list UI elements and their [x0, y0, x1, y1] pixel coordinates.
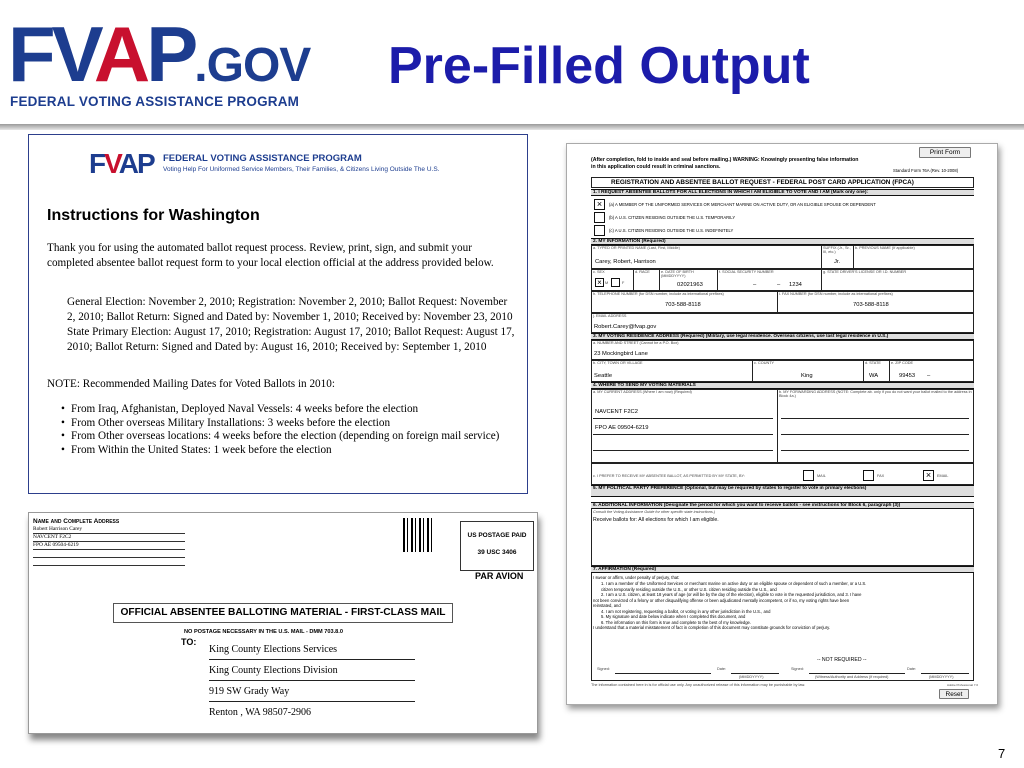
- mail-label: MAIL: [817, 474, 826, 478]
- fvap-logo-subtitle: FEDERAL VOTING ASSISTANCE PROGRAM: [10, 94, 300, 109]
- section-5-header: 5. MY POLITICAL PARTY PREFERENCE (Optional, but may be required by states to register to vote in primary elections): [591, 485, 974, 497]
- instructions-intro: Thank you for using the automated ballot request process. Review, print, sign, and submit your completed absentee ballot request form to your local election official at the address provided below.: [47, 242, 494, 269]
- affirmation-line: reinstated, and: [593, 603, 621, 608]
- par-avion-label: PAR AVION: [475, 571, 524, 581]
- affirmation-line: 2. I am a U.S. citizen, at least 18 years of age (or will be by the day of the election), eligible to vote in the requested jurisdiction, and 3. I have: [601, 592, 862, 597]
- state-label: d. STATE: [865, 361, 881, 365]
- date-line: [731, 673, 779, 674]
- divider: [821, 245, 822, 269]
- fax-value[interactable]: 703-588-8118: [853, 302, 889, 308]
- name-label: a. TYPED OR PRINTED NAME (Last, First, Middle): [593, 246, 680, 250]
- current-address-line-1[interactable]: NAVCENT F2C2: [595, 409, 638, 415]
- email-row: [591, 313, 974, 333]
- section-4-header: 4. WHERE TO SEND MY VOTING MATERIALS: [591, 382, 974, 389]
- form-title: REGISTRATION AND ABSENTEE BALLOT REQUEST - FEDERAL POST CARD APPLICATION (FPCA): [611, 179, 914, 186]
- form-warning: in this application could result in criminal sanctions.: [591, 164, 721, 170]
- destination-address-line: Renton , WA 98507-2906: [209, 707, 312, 718]
- fvap-logo-wordmark: FVAP.GOV: [8, 10, 311, 98]
- option-b-checkbox[interactable]: [594, 212, 605, 223]
- return-address-line: Robert Harrison Carey: [33, 526, 185, 534]
- affirmation-line: I understand that a material misstatement of fact in completion of this document may constitute grounds for conviction of perjury.: [593, 625, 831, 630]
- race-label: d. RACE: [635, 270, 650, 274]
- ssn-dash: –: [777, 282, 781, 288]
- section-3-header: 3. MY VOTING RESIDENCE ADDRESS (Required) (Military, use legal residence. Overseas citizens, use last legal residence in U.S.): [591, 333, 974, 340]
- dob-value[interactable]: 02021963: [677, 282, 703, 288]
- instructions-logo: [89, 149, 469, 181]
- standard-form-label: Standard Form 76A (Rev. 10-2008): [893, 168, 959, 173]
- print-form-button[interactable]: Print Form: [919, 147, 971, 158]
- sex-label: c. SEX: [593, 270, 605, 274]
- return-address-line: FPO AE 09504-6219: [33, 542, 185, 550]
- suffix-value[interactable]: Jr.: [834, 259, 841, 265]
- ssn-value[interactable]: 1234: [789, 282, 802, 288]
- ssn-label: f. SOCIAL SECURITY NUMBER: [719, 270, 774, 274]
- option-a-label: (a) A MEMBER OF THE UNIFORMED SERVICES OR MERCHANT MARINE ON ACTIVE DUTY, OR AN ELIGIBLE SPOUSE OR DEPENDENT: [609, 202, 876, 207]
- form-footer-adobe: Adobe Professional 7.0: [947, 683, 979, 687]
- zip-label: e. ZIP CODE: [891, 361, 914, 365]
- instructions-heading: Instructions for Washington: [47, 207, 260, 224]
- date-label: Date:: [717, 667, 727, 671]
- sex-f-label: F: [622, 281, 625, 285]
- return-address-blank: [33, 558, 185, 566]
- list-item: • From Within the United States: 1 week before the election: [61, 444, 521, 458]
- postage-stamp-box: [460, 521, 534, 571]
- section-1-header: 1. I REQUEST ABSENTEE BALLOTS FOR ALL ELECTIONS IN WHICH I AM ELIGIBLE TO VOTE AND I AM (Mark only one):: [591, 189, 974, 196]
- affirmation-line: citizen temporarily residing outside the U.S., or other U.S. citizen residing outside the U.S., and: [601, 586, 777, 592]
- option-c-checkbox[interactable]: [594, 225, 605, 236]
- email-checkbox[interactable]: ×: [923, 470, 934, 481]
- name-value[interactable]: Carey, Robert, Harrison: [595, 259, 656, 265]
- additional-info-value[interactable]: Receive ballots for: All elections for which I am eligible.: [593, 517, 719, 523]
- rule: [593, 418, 773, 419]
- delivery-preference-label: c. I PREFER TO RECEIVE MY ABSENTEE BALLOT, AS PERMITTED BY MY STATE, BY:: [593, 474, 745, 478]
- affirmation-line: 6. The information on this form is true and complete to the best of my knowledge.: [601, 619, 752, 625]
- mailing-dates-list: [61, 403, 521, 457]
- ssn-dash: –: [753, 282, 757, 288]
- affirmation-box: [591, 573, 974, 681]
- divider: [863, 360, 864, 382]
- affirmation-line: not been convicted of a felony or other disqualifying offense or been adjudicated mentally incompetent, or if so, my voting rights have been: [593, 597, 850, 603]
- city-row: [591, 360, 974, 382]
- email-value[interactable]: Robert.Carey@fvap.gov: [594, 324, 657, 330]
- witness-date-format-label: (MMDDYYYY): [929, 675, 954, 679]
- fax-option-label: FAX: [877, 474, 885, 478]
- page-number: 7: [998, 746, 1006, 761]
- instructions-logo-tagline: Voting Help For Uniformed Service Members, Their Families, & Citizens Living Outside The U.S.: [163, 166, 440, 173]
- date-format-label: (MMDDYYYY): [739, 675, 764, 679]
- phone-label: h. TELEPHONE NUMBER (for DSN number, include as international prefixes): [593, 292, 724, 296]
- rule: [781, 418, 969, 419]
- email-label: j. EMAIL ADDRESS: [593, 314, 627, 318]
- form-footer-notice: The information contained here in is for official use only. Any unauthorized release of this information may be punishable by law.: [591, 683, 806, 687]
- section-6-subtitle: Consult the Voting Assistance Guide for other specific state instructions.): [593, 510, 716, 514]
- sex-f-checkbox[interactable]: [611, 278, 620, 287]
- instructions-panel: [28, 134, 528, 494]
- section-7-header: 7. AFFIRMATION (Required): [591, 566, 974, 573]
- forwarding-address-label: b. MY FORWARDING ADDRESS (NOTE: Complete ab. only if you do not want your ballot mailed to the address in Block 4a.): [779, 390, 972, 398]
- option-a-checkbox[interactable]: ×: [594, 199, 605, 210]
- signed-label: Signed:: [597, 667, 610, 671]
- section-6-header: 6. ADDITIONAL INFORMATION (Designate the period for which you want to receive ballots - see instructions for Block 6, paragraph (3)): [591, 502, 974, 509]
- return-address-title: Name and Complete Address: [33, 518, 120, 525]
- fax-checkbox[interactable]: [863, 470, 874, 481]
- county-label: c. COUNTY: [754, 361, 775, 365]
- affirmation-line: 5. My signature and date below indicate when I completed this document, and: [601, 614, 746, 619]
- destination-address-line: King County Elections Services: [209, 643, 415, 660]
- title-divider: [0, 124, 1024, 130]
- email-option-label: EMAIL: [937, 474, 949, 478]
- affirmation-line: 4. I am not registering, requesting a ballot, or voting in any other jurisdiction in the U.S., and: [601, 608, 771, 614]
- city-label: b. CITY, TOWN OR VILLAGE: [593, 361, 643, 365]
- state-value[interactable]: WA: [869, 373, 879, 379]
- election-dates: General Election: November 2, 2010; Registration: November 2, 2010; Ballot Request: November 2, 2010; Ballot Return: Signed and Dated by: November 1, 2010; Received by: November 23, 2010 State Primary Election: August 17, 2010; Registration: August 17, 2010; Ballot Request: August 17, 2010; Ballot Return: Signed and Dated by: August 16, 2010; Received by: September 1, 2010: [67, 296, 515, 353]
- previous-name-label: b. PREVIOUS NAME (If applicable): [855, 246, 915, 250]
- county-value[interactable]: King: [801, 373, 813, 379]
- rule: [593, 450, 773, 451]
- divider: [777, 291, 778, 313]
- suffix-label: SUFFIX (Jr., Sr., III, etc.): [823, 246, 851, 254]
- street-value[interactable]: 23 Mockingbird Lane: [594, 351, 648, 357]
- official-mail-banner: OFFICIAL ABSENTEE BALLOTING MATERIAL - FIRST-CLASS MAIL: [113, 603, 453, 623]
- sex-m-checkbox[interactable]: ×: [595, 278, 604, 287]
- street-label: a. NUMBER AND STREET (Cannot be a P.O. Box): [593, 341, 679, 345]
- to-label: TO:: [181, 637, 197, 647]
- page-title: Pre-Filled Output: [388, 37, 810, 95]
- fvap-logo: [8, 10, 311, 114]
- witness-date-label: Date:: [907, 667, 917, 671]
- divider: [752, 360, 753, 382]
- zip-value[interactable]: 99453: [899, 373, 916, 379]
- witness-line: [809, 673, 905, 674]
- divider: [853, 245, 854, 269]
- sex-m-label: M: [605, 281, 609, 285]
- city-value[interactable]: Seattle: [594, 373, 613, 379]
- current-address-label: a. MY CURRENT ADDRESS (Where I am now) (Required): [593, 390, 692, 394]
- rule: [593, 434, 773, 435]
- mail-checkbox[interactable]: [803, 470, 814, 481]
- list-item: • From Iraq, Afghanistan, Deployed Naval Vessels: 4 weeks before the election: [61, 403, 521, 417]
- instructions-logo-name: FEDERAL VOTING ASSISTANCE PROGRAM: [163, 153, 362, 164]
- current-address-line-2[interactable]: FPO AE 09504-6219: [595, 425, 649, 431]
- zip-dash: –: [927, 373, 931, 379]
- mailing-note: NOTE: Recommended Mailing Dates for Voted Ballots in 2010:: [47, 378, 335, 390]
- option-c-label: (c) A U.S. CITIZEN RESIDING OUTSIDE THE U.S. INDEFINITELY: [609, 228, 734, 233]
- list-item: • From Other overseas Military Installations: 3 weeks before the election: [61, 417, 521, 431]
- witness-date-line: [921, 673, 969, 674]
- section-2-header: 2. MY INFORMATION (Required): [591, 238, 974, 245]
- additional-info-box: [591, 508, 974, 566]
- divider: [889, 360, 890, 382]
- fpca-form: [566, 143, 998, 705]
- not-required-label: -- NOT REQUIRED --: [817, 657, 867, 663]
- form-warning: (After completion, fold to inside and seal before mailing.) WARNING: Knowingly presenting false information: [591, 157, 859, 163]
- fax-label: i. FAX NUMBER (for DSN number, include as international prefixes): [779, 292, 893, 296]
- reset-button[interactable]: Reset: [939, 689, 969, 699]
- stamp-text: US POSTAGE PAID: [467, 532, 527, 539]
- witness-signed-label: Signed:: [791, 667, 804, 671]
- dob-label: e. DATE OF BIRTH (MMDDYYYY): [661, 270, 694, 278]
- license-label: g. STATE DRIVER'S LICENSE OR I.D. NUMBER: [823, 270, 907, 274]
- divider: [659, 269, 660, 291]
- option-b-label: (b) A U.S. CITIZEN RESIDING OUTSIDE THE U.S. TEMPORARILY: [609, 215, 736, 220]
- return-address-blank: [33, 550, 185, 558]
- destination-address-line: 919 SW Grady Way: [209, 685, 415, 702]
- signature-line: [615, 673, 711, 674]
- no-postage-note: NO POSTAGE NECESSARY IN THE U.S. MAIL - DMM 703.8.0: [184, 629, 343, 635]
- envelope: [28, 512, 538, 734]
- instructions-logo-mark: FVAP: [89, 148, 154, 179]
- stamp-text: 39 USC 3406: [477, 549, 517, 556]
- return-address-line: NAVCENT F2C2: [33, 534, 185, 542]
- affirmation-line: 1. I am a member of the Uniformed Services or merchant marine on active duty or an eligible spouse or dependent of such a member, or a U.S.: [601, 581, 867, 586]
- phone-value[interactable]: 703-588-8118: [665, 302, 701, 308]
- divider: [633, 269, 634, 291]
- barcode-icon: [403, 518, 435, 552]
- divider: [717, 269, 718, 291]
- rule: [781, 450, 969, 451]
- divider: [821, 269, 822, 291]
- witness-format-label: (Witness/Authority and Address (if required): [815, 675, 889, 679]
- divider: [777, 389, 778, 463]
- destination-address-line: King County Elections Division: [209, 664, 415, 681]
- rule: [781, 434, 969, 435]
- affirmation-intro: I swear or affirm, under penalty of perjury, that:: [593, 575, 680, 580]
- list-item: • From Other overseas locations: 4 weeks before the election (depending on foreign mail service): [61, 430, 521, 444]
